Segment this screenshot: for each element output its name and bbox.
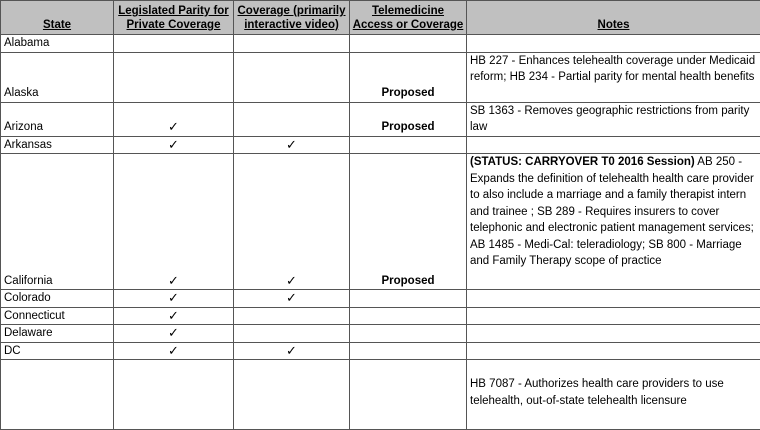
state-cell[interactable]: Delaware: [1, 325, 114, 343]
coverage-cell[interactable]: [234, 325, 350, 343]
coverage-cell[interactable]: [234, 307, 350, 325]
parity-cell[interactable]: ✓: [114, 307, 234, 325]
notes-text: AB 250 - Expands the definition of telehealth health care provider to also include a marriage and a family therapist intern and trainee ; SB 289 - Requires insurers to cover telephonic and electronic patient management services; AB 1485 - Medi-Cal: teleradiology; SB 800 - Marriage and Family Therapy scope of practice: [470, 156, 754, 267]
table-row-dc: [1, 342, 760, 360]
notes-cell[interactable]: [467, 290, 760, 308]
access-cell[interactable]: [350, 342, 467, 360]
notes-cell[interactable]: [467, 102, 760, 136]
access-cell[interactable]: [350, 136, 467, 154]
state-cell[interactable]: Arizona: [1, 102, 114, 136]
parity-cell[interactable]: [114, 360, 234, 430]
coverage-cell[interactable]: ✓: [234, 136, 350, 154]
state-cell[interactable]: [1, 360, 114, 430]
notes-text: HB 227 - Enhances telehealth coverage under Medicaid reform; HB 234 - Partial parity for mental health benefits: [470, 55, 755, 84]
table-row-alaska: [1, 52, 760, 102]
coverage-cell[interactable]: [234, 52, 350, 102]
table-row-delaware: [1, 325, 760, 343]
coverage-cell[interactable]: ✓: [234, 290, 350, 308]
column-header-access[interactable]: Telemedicine Access or Coverage: [350, 1, 467, 35]
parity-cell[interactable]: [114, 35, 234, 53]
parity-cell[interactable]: ✓: [114, 325, 234, 343]
parity-cell[interactable]: ✓: [114, 342, 234, 360]
coverage-cell[interactable]: [234, 35, 350, 53]
coverage-cell[interactable]: [234, 102, 350, 136]
state-cell[interactable]: Arkansas: [1, 136, 114, 154]
notes-cell[interactable]: [467, 52, 760, 102]
state-cell[interactable]: California: [1, 154, 114, 290]
column-header-parity[interactable]: Legislated Parity for Private Coverage: [114, 1, 234, 35]
coverage-cell[interactable]: ✓: [234, 154, 350, 290]
table-row-alabama: [1, 35, 760, 53]
access-cell[interactable]: Proposed: [350, 52, 467, 102]
notes-cell[interactable]: [467, 307, 760, 325]
state-cell[interactable]: Connecticut: [1, 307, 114, 325]
column-header-state[interactable]: State: [1, 1, 114, 35]
parity-cell[interactable]: ✓: [114, 290, 234, 308]
notes-cell[interactable]: [467, 325, 760, 343]
access-cell[interactable]: [350, 307, 467, 325]
notes-cell[interactable]: [467, 360, 760, 430]
notes-cell[interactable]: [467, 342, 760, 360]
parity-cell[interactable]: ✓: [114, 154, 234, 290]
access-cell[interactable]: Proposed: [350, 154, 467, 290]
notes-cell[interactable]: [467, 136, 760, 154]
access-cell[interactable]: [350, 325, 467, 343]
coverage-cell[interactable]: [234, 360, 350, 430]
notes-text: SB 1363 - Removes geographic restrictions from parity law: [470, 105, 749, 134]
parity-cell[interactable]: [114, 52, 234, 102]
access-cell[interactable]: [350, 35, 467, 53]
table-row-arizona: [1, 102, 760, 136]
parity-cell[interactable]: ✓: [114, 102, 234, 136]
access-cell[interactable]: [350, 360, 467, 430]
table-row-arkansas: [1, 136, 760, 154]
table-row-colorado: [1, 290, 760, 308]
state-cell[interactable]: Colorado: [1, 290, 114, 308]
notes-cell[interactable]: [467, 154, 760, 290]
state-cell[interactable]: Alabama: [1, 35, 114, 53]
table-row-next: [1, 360, 760, 430]
notes-text: HB 7087 - Authorizes health care providers to use telehealth, out-of-state telehealth licensure: [470, 378, 724, 407]
column-header-notes[interactable]: Notes: [467, 1, 760, 35]
table-row-connecticut: [1, 307, 760, 325]
notes-cell[interactable]: [467, 35, 760, 53]
header-row: [1, 1, 760, 35]
notes-status: (STATUS: CARRYOVER T0 2016 Session): [470, 156, 695, 168]
column-header-coverage[interactable]: Coverage (primarily interactive video): [234, 1, 350, 35]
state-cell[interactable]: DC: [1, 342, 114, 360]
access-cell[interactable]: Proposed: [350, 102, 467, 136]
coverage-cell[interactable]: ✓: [234, 342, 350, 360]
parity-cell[interactable]: ✓: [114, 136, 234, 154]
table-row-california: [1, 154, 760, 290]
access-cell[interactable]: [350, 290, 467, 308]
state-cell[interactable]: Alaska: [1, 52, 114, 102]
